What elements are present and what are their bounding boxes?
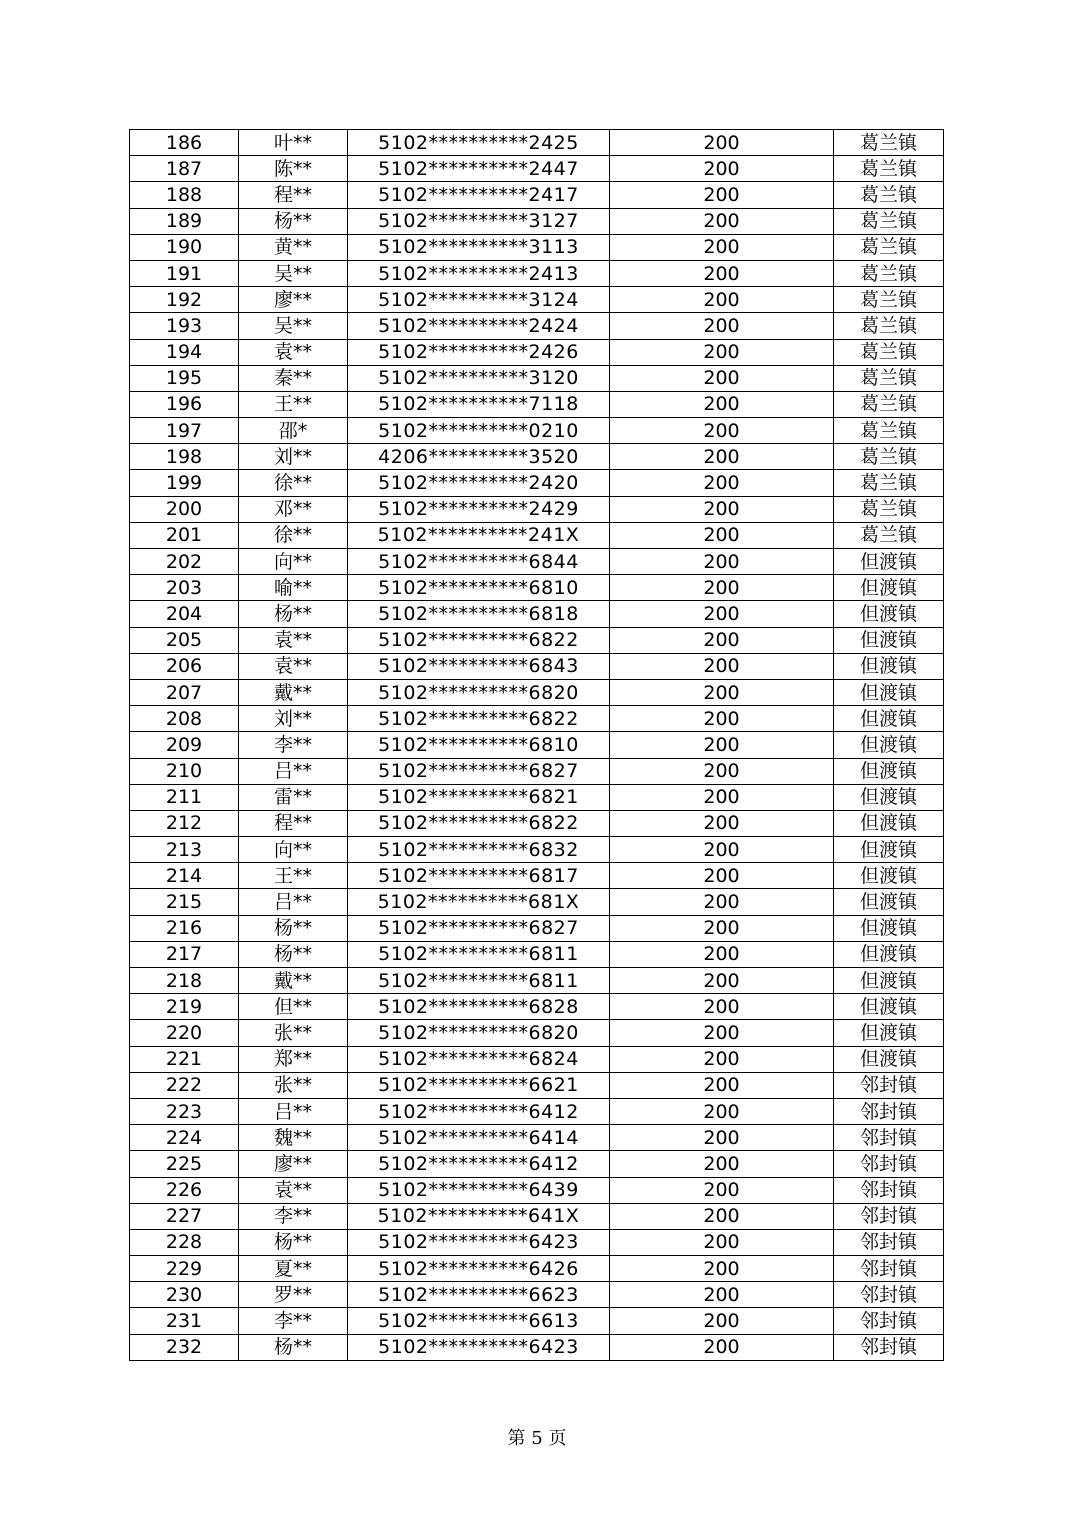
row-number-cell: 220	[130, 1020, 239, 1046]
table-row	[130, 653, 944, 679]
town-name-cell: 葛兰镇	[834, 234, 944, 260]
table-row	[130, 1282, 944, 1308]
town-name-cell: 但渡镇	[834, 732, 944, 758]
row-number-cell: 232	[130, 1334, 239, 1360]
table-row	[130, 156, 944, 182]
town-name-cell: 邻封镇	[834, 1125, 944, 1151]
id-number-cell: 5102**********681X	[348, 889, 610, 915]
row-number-cell: 190	[130, 234, 239, 260]
amount-cell: 200	[610, 287, 834, 313]
person-name-cell: 杨**	[239, 1334, 348, 1360]
id-number-cell: 5102**********7118	[348, 391, 610, 417]
table-row	[130, 732, 944, 758]
row-number-cell: 206	[130, 653, 239, 679]
table-row	[130, 810, 944, 836]
person-name-cell: 黄**	[239, 234, 348, 260]
person-name-cell: 李**	[239, 732, 348, 758]
town-name-cell: 但渡镇	[834, 706, 944, 732]
id-number-cell: 5102**********6811	[348, 968, 610, 994]
table-row	[130, 1334, 944, 1360]
id-number-cell: 5102**********6412	[348, 1098, 610, 1124]
id-number-cell: 5102**********3120	[348, 365, 610, 391]
table-row	[130, 941, 944, 967]
row-number-cell: 216	[130, 915, 239, 941]
table-row	[130, 1072, 944, 1098]
person-name-cell: 吕**	[239, 1098, 348, 1124]
person-name-cell: 刘**	[239, 444, 348, 470]
town-name-cell: 邻封镇	[834, 1229, 944, 1255]
table-row	[130, 627, 944, 653]
id-number-cell: 5102**********3124	[348, 287, 610, 313]
table-row	[130, 287, 944, 313]
table-row	[130, 444, 944, 470]
person-name-cell: 李**	[239, 1308, 348, 1334]
row-number-cell: 205	[130, 627, 239, 653]
id-number-cell: 5102**********6818	[348, 601, 610, 627]
id-number-cell: 5102**********6412	[348, 1151, 610, 1177]
town-name-cell: 但渡镇	[834, 810, 944, 836]
row-number-cell: 207	[130, 679, 239, 705]
id-number-cell: 5102**********6423	[348, 1229, 610, 1255]
person-name-cell: 但**	[239, 994, 348, 1020]
amount-cell: 200	[610, 1098, 834, 1124]
town-name-cell: 邻封镇	[834, 1256, 944, 1282]
row-number-cell: 195	[130, 365, 239, 391]
id-number-cell: 5102**********6827	[348, 758, 610, 784]
town-name-cell: 但渡镇	[834, 1046, 944, 1072]
person-name-cell: 吴**	[239, 260, 348, 286]
amount-cell: 200	[610, 313, 834, 339]
amount-cell: 200	[610, 496, 834, 522]
id-number-cell: 5102**********3127	[348, 208, 610, 234]
id-number-cell: 5102**********241X	[348, 522, 610, 548]
table-row	[130, 339, 944, 365]
table-row	[130, 234, 944, 260]
row-number-cell: 197	[130, 418, 239, 444]
town-name-cell: 葛兰镇	[834, 260, 944, 286]
amount-cell: 200	[610, 234, 834, 260]
row-number-cell: 188	[130, 182, 239, 208]
table-row	[130, 1020, 944, 1046]
id-number-cell: 5102**********6828	[348, 994, 610, 1020]
person-name-cell: 杨**	[239, 208, 348, 234]
amount-cell: 200	[610, 863, 834, 889]
person-name-cell: 吕**	[239, 758, 348, 784]
table-row	[130, 758, 944, 784]
person-name-cell: 陈**	[239, 156, 348, 182]
row-number-cell: 191	[130, 260, 239, 286]
town-name-cell: 邻封镇	[834, 1072, 944, 1098]
id-number-cell: 5102**********2447	[348, 156, 610, 182]
person-name-cell: 叶**	[239, 130, 348, 156]
table-row	[130, 1046, 944, 1072]
table-row	[130, 130, 944, 156]
id-number-cell: 5102**********6810	[348, 575, 610, 601]
person-name-cell: 夏**	[239, 1256, 348, 1282]
table-row	[130, 391, 944, 417]
amount-cell: 200	[610, 391, 834, 417]
table-row	[130, 837, 944, 863]
person-name-cell: 张**	[239, 1072, 348, 1098]
person-name-cell: 王**	[239, 863, 348, 889]
id-number-cell: 5102**********6844	[348, 549, 610, 575]
town-name-cell: 葛兰镇	[834, 365, 944, 391]
town-name-cell: 但渡镇	[834, 758, 944, 784]
id-number-cell: 5102**********6820	[348, 679, 610, 705]
row-number-cell: 217	[130, 941, 239, 967]
id-number-cell: 5102**********2429	[348, 496, 610, 522]
person-name-cell: 罗**	[239, 1282, 348, 1308]
id-number-cell: 5102**********6821	[348, 784, 610, 810]
town-name-cell: 但渡镇	[834, 837, 944, 863]
amount-cell: 200	[610, 1177, 834, 1203]
row-number-cell: 218	[130, 968, 239, 994]
amount-cell: 200	[610, 1334, 834, 1360]
person-name-cell: 张**	[239, 1020, 348, 1046]
row-number-cell: 204	[130, 601, 239, 627]
amount-cell: 200	[610, 156, 834, 182]
id-number-cell: 5102**********641X	[348, 1203, 610, 1229]
id-number-cell: 5102**********6832	[348, 837, 610, 863]
id-number-cell: 5102**********6822	[348, 810, 610, 836]
amount-cell: 200	[610, 1282, 834, 1308]
id-number-cell: 5102**********6623	[348, 1282, 610, 1308]
table-row	[130, 706, 944, 732]
town-name-cell: 但渡镇	[834, 679, 944, 705]
person-name-cell: 秦**	[239, 365, 348, 391]
town-name-cell: 邻封镇	[834, 1334, 944, 1360]
id-number-cell: 5102**********2417	[348, 182, 610, 208]
amount-cell: 200	[610, 679, 834, 705]
town-name-cell: 邻封镇	[834, 1177, 944, 1203]
table-row	[130, 575, 944, 601]
amount-cell: 200	[610, 575, 834, 601]
row-number-cell: 189	[130, 208, 239, 234]
table-row	[130, 1098, 944, 1124]
town-name-cell: 但渡镇	[834, 653, 944, 679]
person-name-cell: 廖**	[239, 1151, 348, 1177]
row-number-cell: 202	[130, 549, 239, 575]
id-number-cell: 5102**********6822	[348, 627, 610, 653]
amount-cell: 200	[610, 601, 834, 627]
id-number-cell: 5102**********6426	[348, 1256, 610, 1282]
id-number-cell: 5102**********2420	[348, 470, 610, 496]
row-number-cell: 192	[130, 287, 239, 313]
table-row	[130, 365, 944, 391]
row-number-cell: 225	[130, 1151, 239, 1177]
amount-cell: 200	[610, 1072, 834, 1098]
town-name-cell: 葛兰镇	[834, 522, 944, 548]
row-number-cell: 201	[130, 522, 239, 548]
row-number-cell: 215	[130, 889, 239, 915]
id-number-cell: 5102**********6613	[348, 1308, 610, 1334]
person-name-cell: 程**	[239, 182, 348, 208]
person-name-cell: 杨**	[239, 915, 348, 941]
id-number-cell: 5102**********6822	[348, 706, 610, 732]
amount-cell: 200	[610, 418, 834, 444]
person-name-cell: 戴**	[239, 679, 348, 705]
town-name-cell: 但渡镇	[834, 994, 944, 1020]
town-name-cell: 葛兰镇	[834, 182, 944, 208]
id-number-cell: 5102**********6843	[348, 653, 610, 679]
town-name-cell: 但渡镇	[834, 889, 944, 915]
town-name-cell: 邻封镇	[834, 1308, 944, 1334]
person-name-cell: 程**	[239, 810, 348, 836]
amount-cell: 200	[610, 1229, 834, 1255]
table-row	[130, 313, 944, 339]
table-row	[130, 208, 944, 234]
id-number-cell: 4206**********3520	[348, 444, 610, 470]
town-name-cell: 葛兰镇	[834, 313, 944, 339]
amount-cell: 200	[610, 784, 834, 810]
row-number-cell: 186	[130, 130, 239, 156]
amount-cell: 200	[610, 810, 834, 836]
row-number-cell: 200	[130, 496, 239, 522]
town-name-cell: 邻封镇	[834, 1203, 944, 1229]
row-number-cell: 209	[130, 732, 239, 758]
amount-cell: 200	[610, 1020, 834, 1046]
id-number-cell: 5102**********2413	[348, 260, 610, 286]
table-row	[130, 1177, 944, 1203]
id-number-cell: 5102**********6824	[348, 1046, 610, 1072]
town-name-cell: 但渡镇	[834, 915, 944, 941]
town-name-cell: 但渡镇	[834, 575, 944, 601]
town-name-cell: 但渡镇	[834, 968, 944, 994]
row-number-cell: 210	[130, 758, 239, 784]
page-number: 第 5 页	[507, 1428, 567, 1449]
id-number-cell: 5102**********6439	[348, 1177, 610, 1203]
row-number-cell: 196	[130, 391, 239, 417]
row-number-cell: 187	[130, 156, 239, 182]
person-name-cell: 向**	[239, 549, 348, 575]
person-name-cell: 戴**	[239, 968, 348, 994]
id-number-cell: 5102**********2424	[348, 313, 610, 339]
row-number-cell: 213	[130, 837, 239, 863]
town-name-cell: 葛兰镇	[834, 339, 944, 365]
person-name-cell: 袁**	[239, 627, 348, 653]
person-name-cell: 吴**	[239, 313, 348, 339]
table-row	[130, 470, 944, 496]
row-number-cell: 223	[130, 1098, 239, 1124]
table-row	[130, 1256, 944, 1282]
row-number-cell: 230	[130, 1282, 239, 1308]
amount-cell: 200	[610, 758, 834, 784]
amount-cell: 200	[610, 1151, 834, 1177]
row-number-cell: 226	[130, 1177, 239, 1203]
person-name-cell: 雷**	[239, 784, 348, 810]
person-name-cell: 王**	[239, 391, 348, 417]
person-name-cell: 邓**	[239, 496, 348, 522]
person-name-cell: 向**	[239, 837, 348, 863]
row-number-cell: 214	[130, 863, 239, 889]
amount-cell: 200	[610, 732, 834, 758]
amount-cell: 200	[610, 915, 834, 941]
amount-cell: 200	[610, 339, 834, 365]
amount-cell: 200	[610, 1256, 834, 1282]
row-number-cell: 229	[130, 1256, 239, 1282]
table-body	[130, 130, 944, 1361]
table-row	[130, 1125, 944, 1151]
town-name-cell: 但渡镇	[834, 941, 944, 967]
person-name-cell: 邵*	[239, 418, 348, 444]
amount-cell: 200	[610, 941, 834, 967]
amount-cell: 200	[610, 522, 834, 548]
person-name-cell: 郑**	[239, 1046, 348, 1072]
town-name-cell: 葛兰镇	[834, 444, 944, 470]
id-number-cell: 5102**********6621	[348, 1072, 610, 1098]
town-name-cell: 邻封镇	[834, 1151, 944, 1177]
person-name-cell: 袁**	[239, 653, 348, 679]
table-row	[130, 1308, 944, 1334]
amount-cell: 200	[610, 889, 834, 915]
table-row	[130, 863, 944, 889]
table-row	[130, 182, 944, 208]
town-name-cell: 但渡镇	[834, 627, 944, 653]
id-number-cell: 5102**********6414	[348, 1125, 610, 1151]
town-name-cell: 葛兰镇	[834, 391, 944, 417]
beneficiary-table	[129, 129, 944, 1361]
amount-cell: 200	[610, 968, 834, 994]
town-name-cell: 葛兰镇	[834, 130, 944, 156]
row-number-cell: 228	[130, 1229, 239, 1255]
amount-cell: 200	[610, 1203, 834, 1229]
table-row	[130, 915, 944, 941]
id-number-cell: 5102**********6817	[348, 863, 610, 889]
town-name-cell: 但渡镇	[834, 601, 944, 627]
table-row	[130, 968, 944, 994]
town-name-cell: 邻封镇	[834, 1282, 944, 1308]
row-number-cell: 219	[130, 994, 239, 1020]
row-number-cell: 211	[130, 784, 239, 810]
id-number-cell: 5102**********2425	[348, 130, 610, 156]
table-row	[130, 549, 944, 575]
table-row	[130, 994, 944, 1020]
row-number-cell: 193	[130, 313, 239, 339]
id-number-cell: 5102**********0210	[348, 418, 610, 444]
row-number-cell: 222	[130, 1072, 239, 1098]
town-name-cell: 但渡镇	[834, 863, 944, 889]
table-row	[130, 889, 944, 915]
person-name-cell: 廖**	[239, 287, 348, 313]
id-number-cell: 5102**********6827	[348, 915, 610, 941]
table-row	[130, 522, 944, 548]
town-name-cell: 但渡镇	[834, 549, 944, 575]
amount-cell: 200	[610, 130, 834, 156]
town-name-cell: 邻封镇	[834, 1098, 944, 1124]
row-number-cell: 224	[130, 1125, 239, 1151]
amount-cell: 200	[610, 1046, 834, 1072]
row-number-cell: 199	[130, 470, 239, 496]
town-name-cell: 葛兰镇	[834, 208, 944, 234]
amount-cell: 200	[610, 994, 834, 1020]
amount-cell: 200	[610, 837, 834, 863]
town-name-cell: 但渡镇	[834, 784, 944, 810]
amount-cell: 200	[610, 260, 834, 286]
table-row	[130, 679, 944, 705]
row-number-cell: 231	[130, 1308, 239, 1334]
person-name-cell: 杨**	[239, 1229, 348, 1255]
table-row	[130, 1229, 944, 1255]
amount-cell: 200	[610, 444, 834, 470]
amount-cell: 200	[610, 1308, 834, 1334]
amount-cell: 200	[610, 1125, 834, 1151]
row-number-cell: 198	[130, 444, 239, 470]
amount-cell: 200	[610, 208, 834, 234]
row-number-cell: 221	[130, 1046, 239, 1072]
town-name-cell: 葛兰镇	[834, 470, 944, 496]
id-number-cell: 5102**********2426	[348, 339, 610, 365]
person-name-cell: 魏**	[239, 1125, 348, 1151]
person-name-cell: 杨**	[239, 601, 348, 627]
table-row	[130, 260, 944, 286]
amount-cell: 200	[610, 653, 834, 679]
amount-cell: 200	[610, 706, 834, 732]
person-name-cell: 李**	[239, 1203, 348, 1229]
town-name-cell: 但渡镇	[834, 1020, 944, 1046]
id-number-cell: 5102**********6820	[348, 1020, 610, 1046]
person-name-cell: 徐**	[239, 522, 348, 548]
table-row	[130, 418, 944, 444]
amount-cell: 200	[610, 627, 834, 653]
person-name-cell: 徐**	[239, 470, 348, 496]
person-name-cell: 吕**	[239, 889, 348, 915]
id-number-cell: 5102**********6423	[348, 1334, 610, 1360]
table-row	[130, 601, 944, 627]
table-row	[130, 496, 944, 522]
person-name-cell: 杨**	[239, 941, 348, 967]
row-number-cell: 208	[130, 706, 239, 732]
person-name-cell: 袁**	[239, 339, 348, 365]
amount-cell: 200	[610, 182, 834, 208]
town-name-cell: 葛兰镇	[834, 287, 944, 313]
table-row	[130, 1151, 944, 1177]
person-name-cell: 袁**	[239, 1177, 348, 1203]
row-number-cell: 212	[130, 810, 239, 836]
person-name-cell: 刘**	[239, 706, 348, 732]
table-row	[130, 1203, 944, 1229]
amount-cell: 200	[610, 470, 834, 496]
row-number-cell: 194	[130, 339, 239, 365]
town-name-cell: 葛兰镇	[834, 496, 944, 522]
row-number-cell: 203	[130, 575, 239, 601]
row-number-cell: 227	[130, 1203, 239, 1229]
id-number-cell: 5102**********6811	[348, 941, 610, 967]
id-number-cell: 5102**********3113	[348, 234, 610, 260]
table-row	[130, 784, 944, 810]
town-name-cell: 葛兰镇	[834, 418, 944, 444]
person-name-cell: 喻**	[239, 575, 348, 601]
town-name-cell: 葛兰镇	[834, 156, 944, 182]
amount-cell: 200	[610, 365, 834, 391]
amount-cell: 200	[610, 549, 834, 575]
id-number-cell: 5102**********6810	[348, 732, 610, 758]
